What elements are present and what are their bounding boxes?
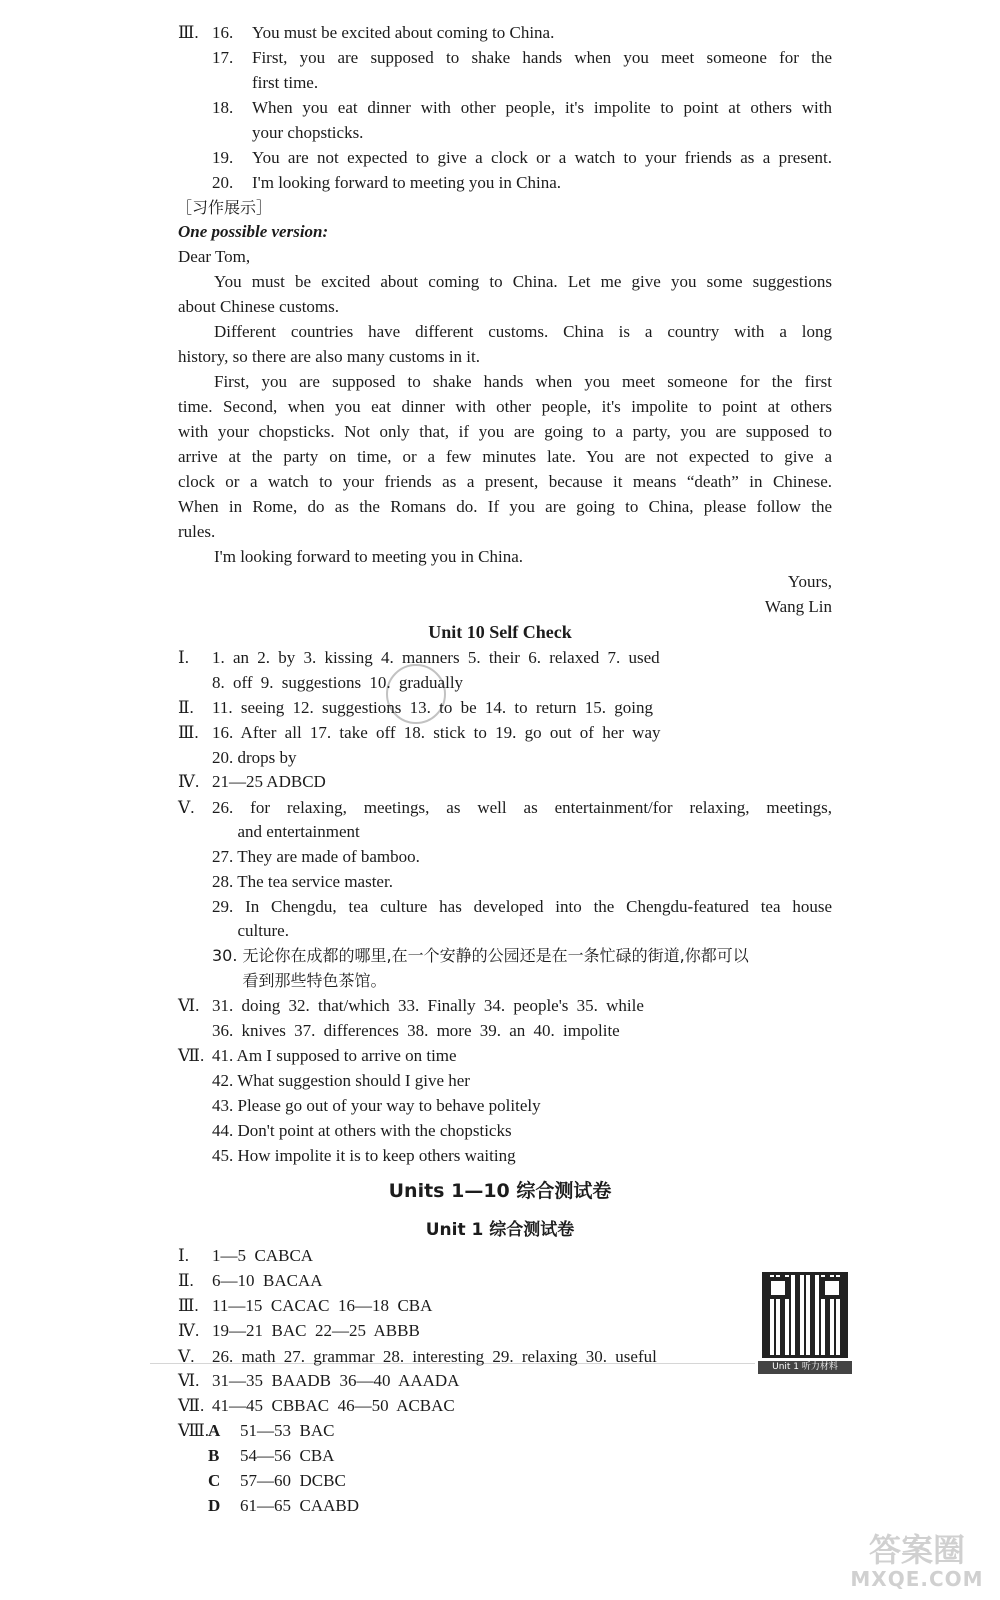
answer-line: 42. What suggestion should I give her xyxy=(212,1071,470,1090)
item-number: 20. xyxy=(212,173,234,192)
answer-line: First, you are supposed to shake hands when you meet someone for the xyxy=(252,48,832,67)
version-label: One possible version: xyxy=(178,222,329,241)
answer-line: When you eat dinner with other people, it's impolite to point at others with xyxy=(252,98,832,117)
answer-line: your chopsticks. xyxy=(252,123,364,142)
answer-line: 36. knives 37. differences 38. more 39. an 40. impolite xyxy=(212,1021,620,1040)
self-check-title: Unit 10 Self Check xyxy=(428,622,572,642)
reading-letter: D xyxy=(208,1496,221,1515)
answer-line: 29. In Chengdu, tea culture has developed into the Chengdu-featured tea house xyxy=(212,897,832,916)
reading-letter: B xyxy=(208,1446,220,1465)
letter-line: First, you are supposed to shake hands when you meet someone for the first xyxy=(214,372,832,391)
answer-line: 26. for relaxing, meetings, as well as entertainment/for relaxing, meetings, xyxy=(212,798,832,817)
item-number: 19. xyxy=(212,148,234,167)
answer-line: 41. Am I supposed to arrive on time xyxy=(212,1046,457,1065)
letter-line: You must be excited about coming to China. Let me give you some suggestions xyxy=(214,272,832,291)
qr-code-icon[interactable] xyxy=(762,1272,848,1358)
section-numeral: Ⅲ. xyxy=(178,723,199,742)
answer-line: 6—10 BACAA xyxy=(212,1271,323,1290)
answer-line: 看到那些特色茶馆。 xyxy=(212,971,387,990)
answer-line: and entertainment xyxy=(212,822,360,841)
letter-line: time. Second, when you eat dinner with other people, it's impolite to point at others xyxy=(178,397,832,416)
answer-line: 20. drops by xyxy=(212,748,297,767)
answer-line: 1—5 CABCA xyxy=(212,1246,314,1265)
letter-line: with your chopsticks. Not only that, if you are going to a party, you are supposed to xyxy=(178,422,832,441)
letter-line: arrive at the party on time, or a few minutes late. You are not expected to give a xyxy=(178,447,832,466)
answer-line: 57—60 DCBC xyxy=(240,1471,346,1490)
answer-line: 61—65 CAABD xyxy=(240,1496,360,1515)
section-numeral: Ⅳ. xyxy=(178,1321,200,1340)
answer-line: 44. Don't point at others with the chopsticks xyxy=(212,1121,512,1140)
letter-line: rules. xyxy=(178,522,216,541)
answer-line: 31. doing 32. that/which 33. Finally 34. people's 35. while xyxy=(212,996,644,1015)
watermark-logo-text: 答案圈 xyxy=(868,1531,965,1569)
reading-letter: A xyxy=(208,1421,221,1440)
site-watermark xyxy=(838,1532,996,1594)
section-numeral: Ⅱ. xyxy=(178,698,194,717)
salutation: Dear Tom, xyxy=(178,247,251,266)
section-numeral: Ⅷ. xyxy=(178,1421,210,1440)
section-numeral: Ⅰ. xyxy=(178,648,189,667)
answer-line: 11. seeing 12. suggestions 13. to be 14. to return 15. going xyxy=(212,698,653,717)
letter-line: When in Rome, do as the Romans do. If you are going to China, please follow the xyxy=(178,497,832,516)
answer-line: You are not expected to give a clock or a watch to your friends as a present. xyxy=(252,148,832,167)
section-numeral: Ⅳ. xyxy=(178,772,200,791)
letter-closing: Yours, xyxy=(787,572,832,591)
letter-line: clock or a watch to your friends as a present, because it means “death” in Chinese. xyxy=(178,472,832,491)
answer-line: 21—25 ADBCD xyxy=(212,772,326,791)
section-numeral: Ⅴ. xyxy=(178,1347,195,1366)
test-unit-subtitle: Unit 1 综合测试卷 xyxy=(425,1220,575,1240)
item-number: 17. xyxy=(212,48,234,67)
section-numeral: Ⅰ. xyxy=(178,1246,189,1265)
letter-line: Different countries have different customs. China is a country with a long xyxy=(214,322,832,341)
letter-line: about Chinese customs. xyxy=(178,297,340,316)
answer-line: culture. xyxy=(212,921,289,940)
item-number: 16. xyxy=(212,23,234,42)
letter-line: I'm looking forward to meeting you in China. xyxy=(214,547,524,566)
answer-line: 16. After all 17. take off 18. stick to 19. go out of her way xyxy=(212,723,661,742)
answer-line: I'm looking forward to meeting you in China. xyxy=(252,173,562,192)
writing-header: ［习作展示］ xyxy=(176,198,273,217)
answer-line: 26. math 27. grammar 28. interesting 29. relaxing 30. useful xyxy=(212,1347,657,1366)
section-numeral: Ⅵ. xyxy=(178,996,200,1015)
section-numeral: Ⅲ. xyxy=(178,1296,199,1315)
watermark-url: MXQE.COM xyxy=(850,1567,984,1591)
answer-line: 11—15 CACAC 16—18 CBA xyxy=(212,1296,433,1315)
answer-line: 8. off 9. suggestions 10. gradually xyxy=(212,673,464,692)
section-numeral: Ⅲ. xyxy=(178,23,199,42)
section-numeral: Ⅶ. xyxy=(178,1396,205,1415)
reading-letter: C xyxy=(208,1471,221,1490)
answer-line: 28. The tea service master. xyxy=(212,872,393,891)
answer-line: 31—35 BAADB 36—40 AAADA xyxy=(212,1371,460,1390)
answer-line: first time. xyxy=(252,73,319,92)
answer-line: 41—45 CBBAC 46—50 ACBAC xyxy=(212,1396,455,1415)
letter-signature: Wang Lin xyxy=(764,597,832,616)
answer-line: 43. Please go out of your way to behave politely xyxy=(212,1096,541,1115)
letter-line: history, so there are also many customs in it. xyxy=(178,347,481,366)
section-numeral: Ⅴ. xyxy=(178,798,195,817)
answer-line: You must be excited about coming to China. xyxy=(252,23,555,42)
section-numeral: Ⅱ. xyxy=(178,1271,194,1290)
test-section-title: Units 1—10 综合测试卷 xyxy=(388,1180,612,1202)
answer-line: 54—56 CBA xyxy=(240,1446,335,1465)
answer-line: 27. They are made of bamboo. xyxy=(212,847,420,866)
answer-line: 51—53 BAC xyxy=(240,1421,335,1440)
answer-line: 19—21 BAC 22—25 ABBB xyxy=(212,1321,420,1340)
answer-line: 30. 无论你在成都的哪里,在一个安静的公园还是在一条忙碌的街道,你都可以 xyxy=(212,946,749,965)
answer-line: 1. an 2. by 3. kissing 4. manners 5. their 6. relaxed 7. used xyxy=(212,648,660,667)
qr-caption: Unit 1 听力材料 xyxy=(758,1361,852,1374)
item-number: 18. xyxy=(212,98,234,117)
answer-line: 45. How impolite it is to keep others waiting xyxy=(212,1146,516,1165)
section-numeral: Ⅵ. xyxy=(178,1371,200,1390)
section-numeral: Ⅶ. xyxy=(178,1046,205,1065)
